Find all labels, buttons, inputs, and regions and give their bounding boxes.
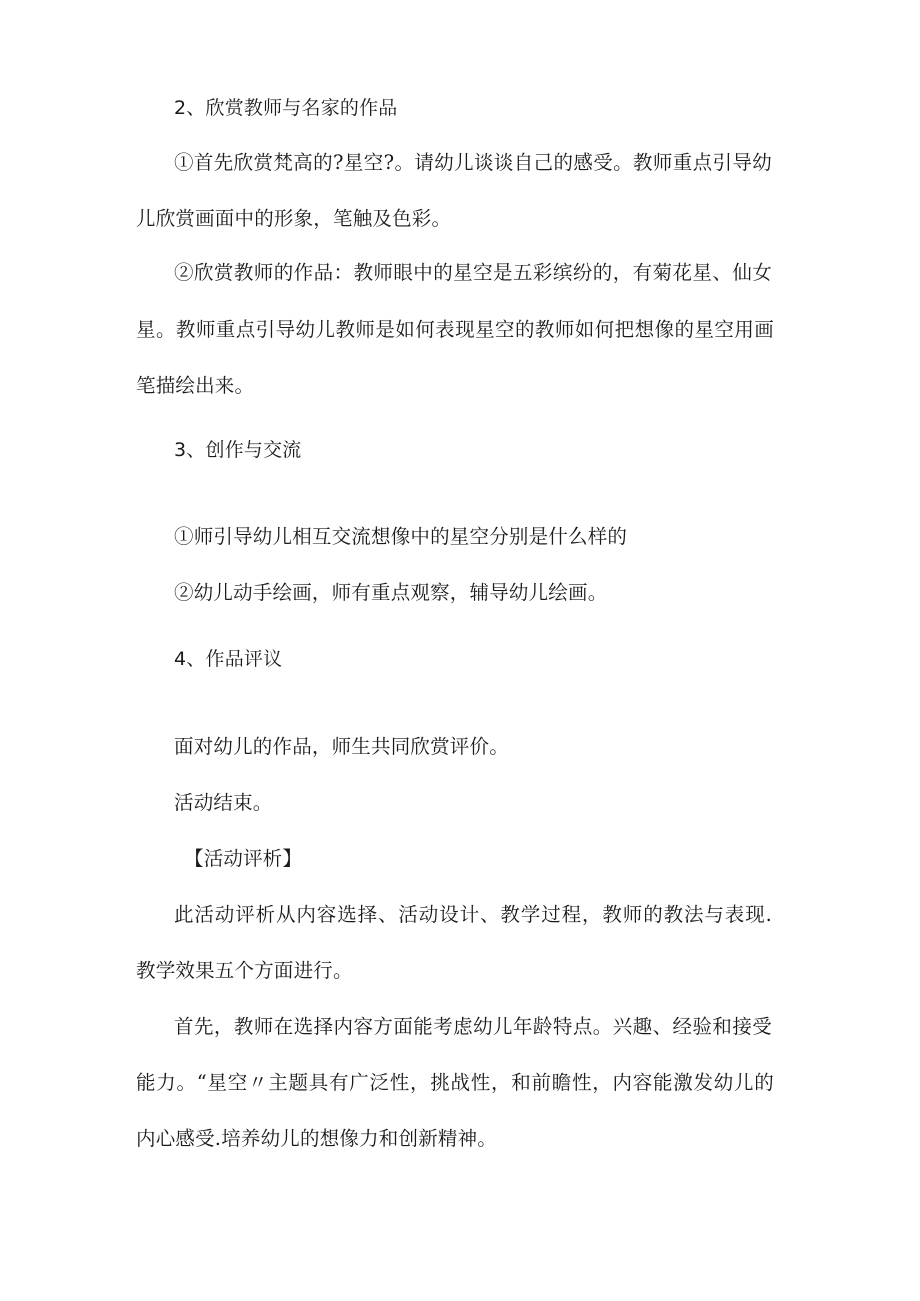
analysis-paragraph-2-line2: 能力。“星空〃主题具有广泛性，挑战性，和前瞻性，内容能激发幼儿的 — [136, 1071, 774, 1094]
analysis-paragraph-2-line3: 内心感受.培养幼儿的想像力和创新精神。 — [136, 1127, 497, 1150]
section-heading-appreciate: 2、欣赏教师与名家的作品 — [174, 97, 398, 119]
paragraph-drawing: ②幼儿动手绘画，师有重点观察，辅导幼儿绘画。 — [174, 581, 608, 604]
analysis-paragraph-2-line1: 首先，教师在选择内容方面能考虑幼儿年龄特点。兴趣、经验和接受 — [174, 1015, 772, 1038]
paragraph-vangogh-line2: 儿欣赏画面中的形象，笔触及色彩。 — [136, 207, 452, 230]
analysis-title: 【活动评析】 — [184, 847, 303, 870]
paragraph-activity-end: 活动结束。 — [174, 791, 273, 814]
paragraph-teacher-work-line1: ②欣赏教师的作品：教师眼中的星空是五彩缤纷的，有菊花星、仙女 — [174, 261, 772, 284]
paragraph-teacher-work-line3: 笔描绘出来。 — [136, 374, 255, 397]
section-heading-create: 3、创作与交流 — [174, 439, 302, 461]
analysis-paragraph-1-line1: 此活动评析从内容选择、活动设计、教学过程，教师的教法与表现. — [174, 903, 772, 926]
analysis-paragraph-1-line2: 教学效果五个方面进行。 — [136, 959, 353, 982]
paragraph-review: 面对幼儿的作品，师生共同欣赏评价。 — [174, 735, 509, 758]
paragraph-teacher-work-line2: 星。教师重点引导幼儿教师是如何表现星空的教师如何把想像的星空用画 — [136, 318, 774, 341]
paragraph-vangogh-line1: ①首先欣赏梵高的?星空?。请幼儿谈谈自己的感受。教师重点引导幼 — [174, 151, 772, 174]
section-heading-review: 4、作品评议 — [174, 648, 283, 670]
paragraph-exchange: ①师引导幼儿相互交流想像中的星空分别是什么样的 — [174, 525, 628, 548]
